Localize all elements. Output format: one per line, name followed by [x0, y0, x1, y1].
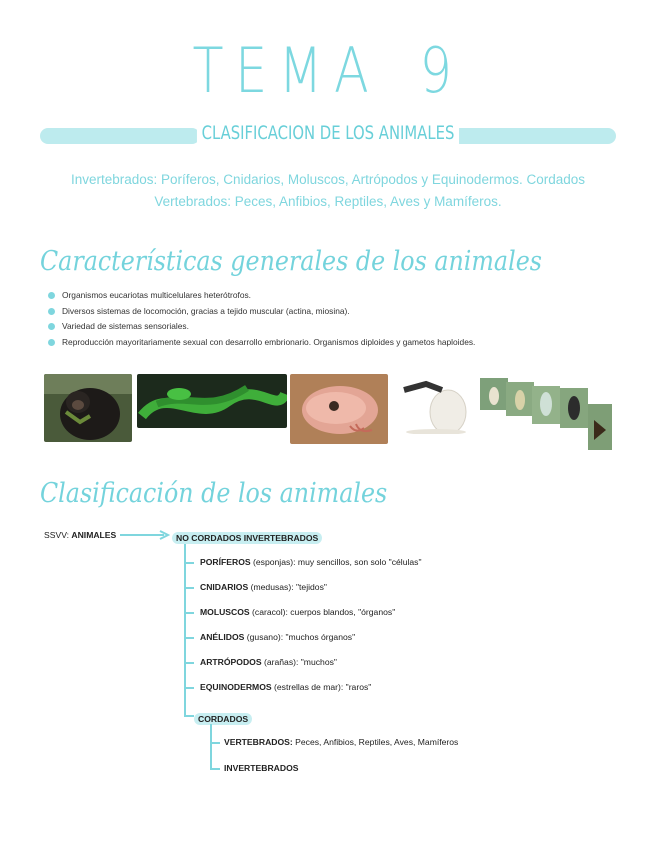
- group-moluscos: MOLUSCOS (caracol): cuerpos blandos, "órganos": [200, 607, 396, 617]
- tree-connector: [184, 562, 194, 564]
- tree-connector: [184, 587, 194, 589]
- group-anelidos: ANÉLIDOS (gusano): "muchos órganos": [200, 632, 356, 642]
- tree-connector: [184, 687, 194, 689]
- list-item: Reproducción mayoritariamente sexual con desarrollo embrionario. Organismos diploides y gametos haploides.: [48, 335, 475, 351]
- tree-connector: [184, 612, 194, 614]
- page-subtitle: CLASIFICACION DE LOS ANIMALES: [72, 122, 584, 144]
- intro-line-2: Vertebrados: Peces, Anfibios, Reptiles, Aves y Mamíferos.: [154, 194, 502, 209]
- group-cnidarios: CNIDARIOS (medusas): "tejidos": [200, 582, 327, 592]
- section-heading-classification: Clasificación de los animales: [40, 478, 388, 509]
- tree-connector: [210, 724, 212, 770]
- bird-hatching-photo: [398, 374, 474, 434]
- arrow-icon: [120, 529, 170, 541]
- chimpanzee-photo: [44, 374, 132, 442]
- section-heading-characteristics: Características generales de los animales: [40, 246, 542, 277]
- group-invertebrados: INVERTEBRADOS: [224, 763, 299, 773]
- title-word: TEMA: [192, 34, 381, 107]
- tree-connector: [184, 662, 194, 664]
- group-poriferos: PORÍFEROS (esponjas): muy sencillos, son solo "células": [200, 557, 422, 567]
- tree-connector: [184, 715, 194, 717]
- tree-connector: [210, 742, 220, 744]
- tree-root: SSVV: ANIMALES: [44, 530, 117, 540]
- snake-photo: [137, 374, 287, 428]
- title-number: 9: [419, 34, 464, 107]
- butterfly-metamorphosis-photo: [480, 374, 614, 452]
- list-item: Organismos eucariotas multicelulares heterótrofos.: [48, 288, 475, 304]
- list-item: Diversos sistemas de locomoción, gracias a tejido muscular (actina, miosina).: [48, 304, 475, 320]
- cordados-node: CORDADOS: [194, 709, 252, 727]
- group-artropodos: ARTRÓPODOS (arañas): "muchos": [200, 657, 337, 667]
- page-title: [59, 34, 597, 107]
- group-vertebrados: VERTEBRADOS: Peces, Anfibios, Reptiles, Aves, Mamíferos: [224, 737, 459, 747]
- group-equinodermos: EQUINODERMOS (estrellas de mar): "raros": [200, 682, 372, 692]
- list-item: Variedad de sistemas sensoriales.: [48, 319, 475, 335]
- tree-connector: [184, 544, 186, 716]
- intro-line-1: Invertebrados: Poríferos, Cnidarios, Moluscos, Artrópodos y Equinodermos. Cordados: [70, 172, 585, 187]
- frog-photo: [290, 374, 388, 444]
- no-cordados-node: NO CORDADOS INVERTEBRADOS: [172, 528, 322, 546]
- tree-connector: [184, 637, 194, 639]
- characteristics-list: [48, 288, 475, 350]
- tree-connector: [210, 768, 220, 770]
